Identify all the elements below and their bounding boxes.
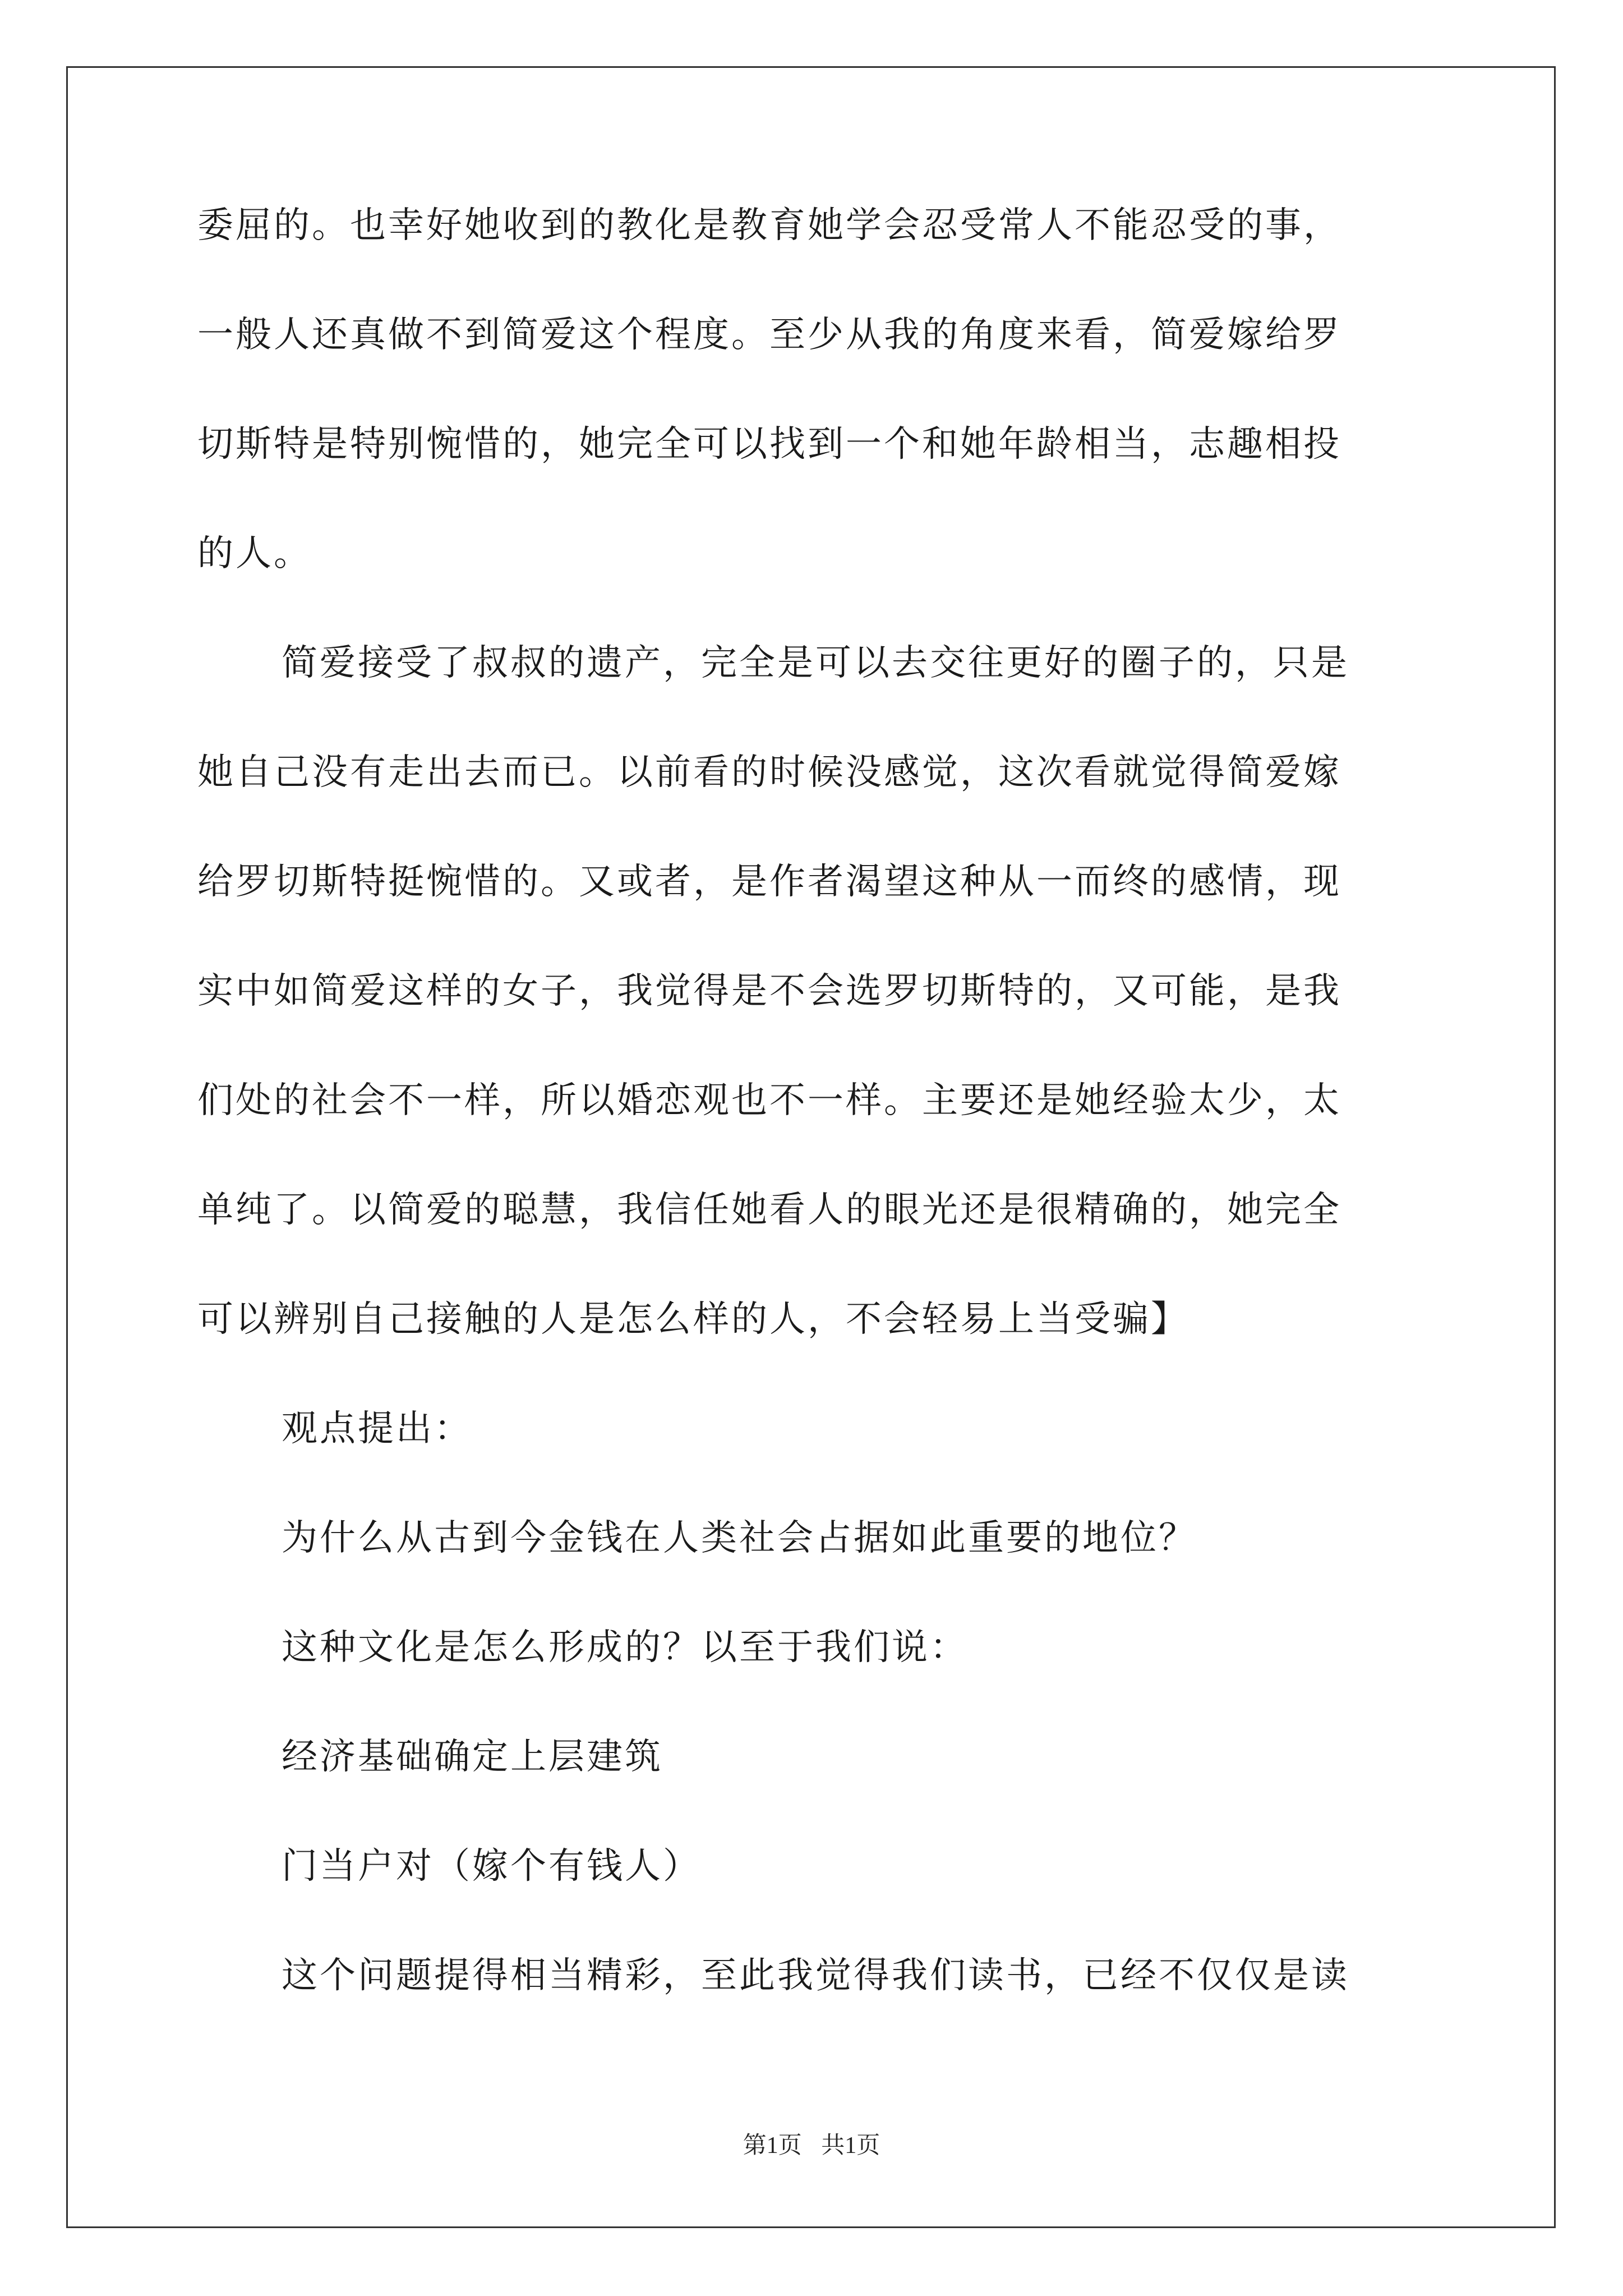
text-line-3: 切斯特是特别惋惜的，她完全可以找到一个和她年龄相当，志趣相投 bbox=[197, 424, 1341, 465]
text-line-4: 的人。 bbox=[197, 533, 312, 574]
page-footer bbox=[0, 2129, 1623, 2162]
text-line-16: 门当户对（嫁个有钱人） bbox=[282, 1846, 701, 1887]
text-line-15: 经济基础确定上层建筑 bbox=[282, 1736, 663, 1778]
text-line-6: 她自己没有走出去而已。以前看的时候没感觉，这次看就觉得简爱嫁 bbox=[197, 752, 1341, 793]
text-line-17: 这个问题提得相当精彩，至此我觉得我们读书，已经不仅仅是读 bbox=[282, 1955, 1349, 1996]
text-line-9: 们处的社会不一样，所以婚恋观也不一样。主要还是她经验太少，太 bbox=[197, 1080, 1341, 1121]
text-line-1: 委屈的。也幸好她收到的教化是教育她学会忍受常人不能忍受的事， bbox=[197, 205, 1341, 246]
text-line-8: 实中如简爱这样的女子，我觉得是不会选罗切斯特的，又可能，是我 bbox=[197, 970, 1341, 1012]
text-line-10: 单纯了。以简爱的聪慧，我信任她看人的眼光还是很精确的，她完全 bbox=[197, 1189, 1341, 1231]
text-line-12: 观点提出： bbox=[282, 1408, 472, 1450]
text-line-13: 为什么从古到今金钱在人类社会占据如此重要的地位？ bbox=[282, 1517, 1197, 1559]
text-line-14: 这种文化是怎么形成的？以至于我们说： bbox=[282, 1627, 968, 1668]
page-total: 共1页 bbox=[821, 2133, 880, 2159]
text-line-2: 一般人还真做不到简爱这个程度。至少从我的角度来看，简爱嫁给罗 bbox=[197, 314, 1341, 356]
text-line-11: 可以辨别自己接触的人是怎么样的人，不会轻易上当受骗】 bbox=[197, 1299, 1189, 1340]
text-line-5: 简爱接受了叔叔的遗产，完全是可以去交往更好的圈子的，只是 bbox=[282, 642, 1349, 684]
page-number: 第1页 bbox=[743, 2133, 802, 2159]
text-line-7: 给罗切斯特挺惋惜的。又或者，是作者渴望这种从一而终的感情，现 bbox=[197, 861, 1341, 903]
page-border bbox=[66, 66, 1556, 2228]
